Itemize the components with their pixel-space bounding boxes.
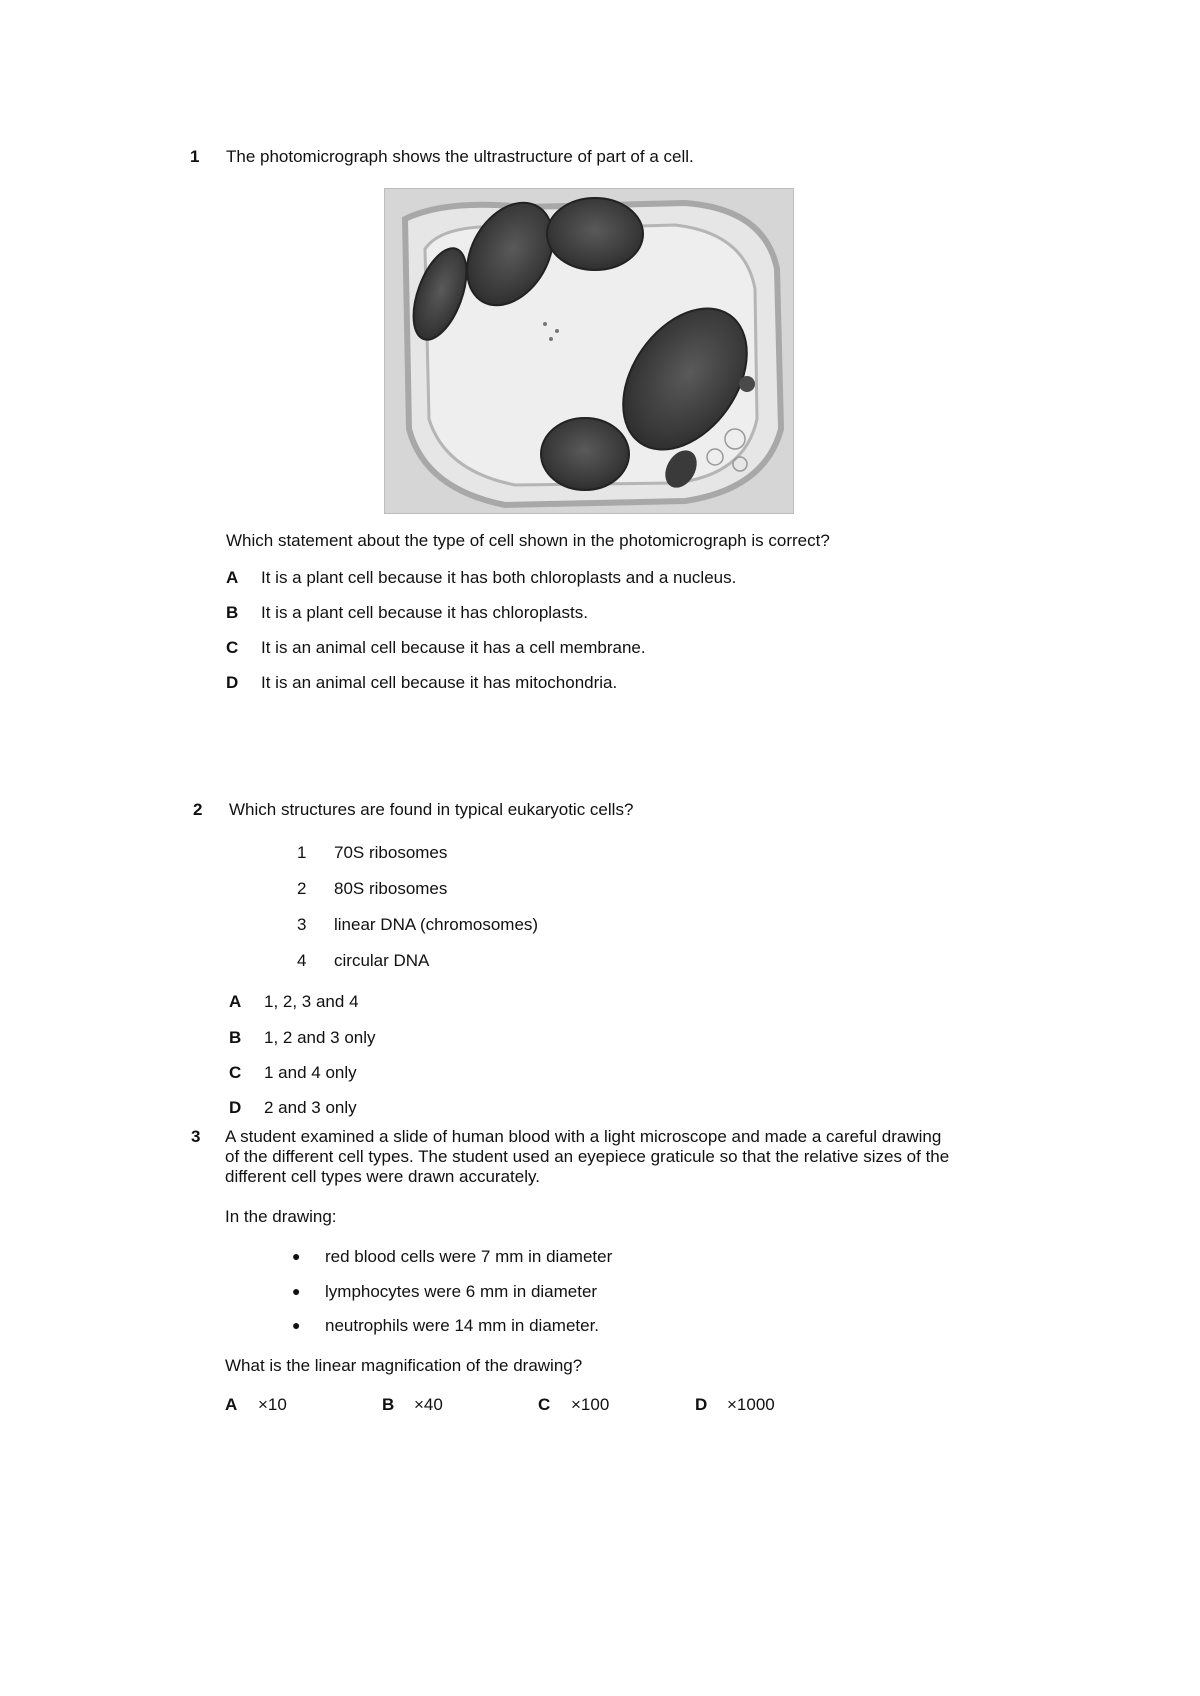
q2-option-c-letter[interactable]: C (229, 1063, 242, 1082)
bullet-icon: ● (292, 1248, 301, 1264)
q2-item-1-num: 1 (297, 843, 307, 862)
q1-option-a-letter[interactable]: A (226, 568, 239, 587)
q2-item-4-num: 4 (297, 951, 307, 970)
photomicrograph-figure (385, 189, 793, 513)
q3-stem-line-2: of the different cell types. The student used an eyepiece graticule so that the relative sizes of the (225, 1147, 950, 1166)
bullet-icon: ● (292, 1317, 301, 1333)
q1-stem: The photomicrograph shows the ultrastructure of part of a cell. (226, 147, 694, 166)
q3-bullet-2: lymphocytes were 6 mm in diameter (325, 1282, 598, 1301)
q3-option-b-text[interactable]: ×40 (414, 1395, 443, 1414)
q1-option-c-letter[interactable]: C (226, 638, 239, 657)
q1-option-a-text[interactable]: It is a plant cell because it has both chloroplasts and a nucleus. (261, 568, 737, 587)
photomicrograph-image (384, 188, 794, 514)
q2-number: 2 (193, 800, 203, 819)
q3-option-b-letter[interactable]: B (382, 1395, 395, 1414)
q2-option-d-text[interactable]: 2 and 3 only (264, 1098, 357, 1117)
q3-stem (225, 1127, 985, 1187)
q3-option-a-text[interactable]: ×10 (258, 1395, 287, 1414)
q3-number: 3 (191, 1127, 201, 1146)
q3-intro: In the drawing: (225, 1207, 337, 1226)
q2-option-c-text[interactable]: 1 and 4 only (264, 1063, 357, 1082)
q3-stem-line-3: different cell types were drawn accurately. (225, 1167, 540, 1186)
q2-item-2-text: 80S ribosomes (334, 879, 448, 898)
q2-option-b-text[interactable]: 1, 2 and 3 only (264, 1028, 376, 1047)
q1-number: 1 (190, 147, 200, 166)
q2-option-b-letter[interactable]: B (229, 1028, 242, 1047)
q1-option-c-text[interactable]: It is an animal cell because it has a cell membrane. (261, 638, 646, 657)
q3-option-d-text[interactable]: ×1000 (727, 1395, 775, 1414)
q3-option-d-letter[interactable]: D (695, 1395, 708, 1414)
q2-item-3-num: 3 (297, 915, 307, 934)
q1-question: Which statement about the type of cell shown in the photomicrograph is correct? (226, 531, 830, 550)
q2-item-1-text: 70S ribosomes (334, 843, 448, 862)
q3-question: What is the linear magnification of the drawing? (225, 1356, 583, 1375)
bullet-icon: ● (292, 1283, 301, 1299)
q2-stem: Which structures are found in typical eukaryotic cells? (229, 800, 634, 819)
q1-option-d-text[interactable]: It is an animal cell because it has mitochondria. (261, 673, 618, 692)
q2-item-4-text: circular DNA (334, 951, 430, 970)
q3-bullet-1: red blood cells were 7 mm in diameter (325, 1247, 613, 1266)
q3-stem-line-1: A student examined a slide of human blood with a light microscope and made a careful drawing (225, 1127, 942, 1146)
q3-option-a-letter[interactable]: A (225, 1395, 238, 1414)
q1-option-b-text[interactable]: It is a plant cell because it has chloroplasts. (261, 603, 588, 622)
q3-option-c-text[interactable]: ×100 (571, 1395, 610, 1414)
q1-option-d-letter[interactable]: D (226, 673, 239, 692)
q2-item-3-text: linear DNA (chromosomes) (334, 915, 539, 934)
q2-item-2-num: 2 (297, 879, 307, 898)
q3-bullet-3: neutrophils were 14 mm in diameter. (325, 1316, 600, 1335)
q1-option-b-letter[interactable]: B (226, 603, 239, 622)
q3-option-c-letter[interactable]: C (538, 1395, 551, 1414)
q2-option-a-letter[interactable]: A (229, 992, 242, 1011)
q2-option-a-text[interactable]: 1, 2, 3 and 4 (264, 992, 359, 1011)
q2-option-d-letter[interactable]: D (229, 1098, 242, 1117)
